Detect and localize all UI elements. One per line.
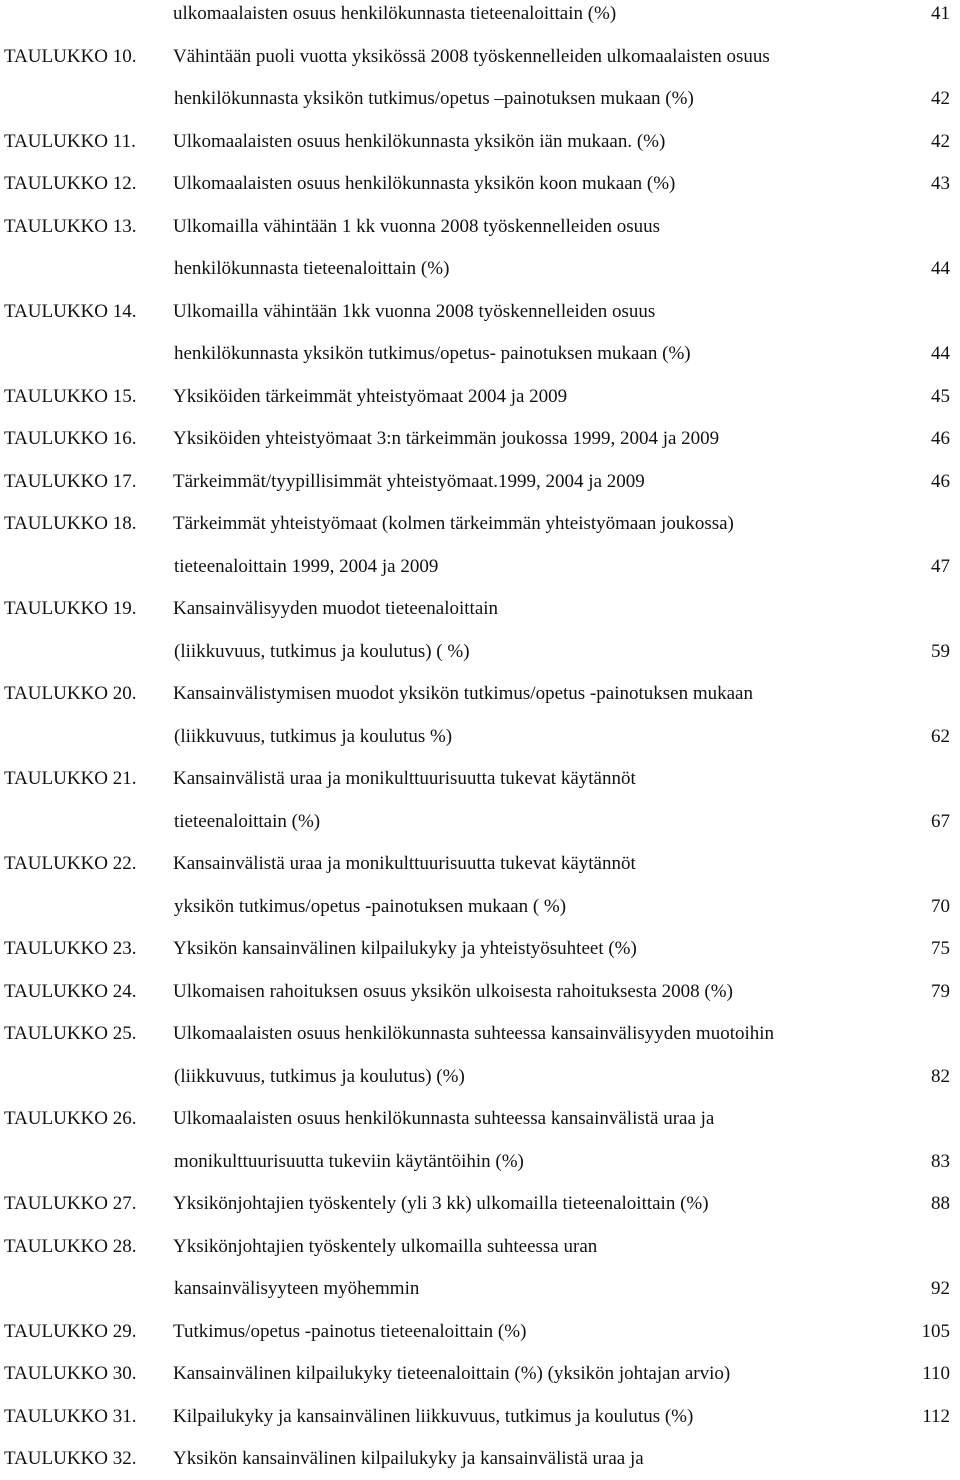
toc-entry-line (0, 1098, 960, 1140)
table-title-text: henkilökunnasta yksikön tutkimus/opetus- painotuksen mukaan (%) (174, 343, 691, 364)
page-number: 75 (931, 938, 950, 959)
table-title-text: henkilökunnasta yksikön tutkimus/opetus –painotuksen mukaan (%) (174, 88, 694, 109)
table-title-text: Ulkomaisen rahoituksen osuus yksikön ulkoisesta rahoituksesta 2008 (%) (173, 980, 733, 1002)
toc-entry-line (0, 1268, 960, 1310)
table-title-text: Vähintään puoli vuotta yksikössä 2008 työskennelleiden ulkomaalaisten osuus (173, 45, 770, 67)
toc-entry-line (0, 206, 960, 248)
table-title-text: Ulkomaalaisten osuus henkilökunnasta suhteessa kansainvälistä uraa ja (173, 1108, 715, 1129)
page-number: 59 (931, 640, 950, 662)
table-title-text: Yksiköiden tärkeimmät yhteistyömaat 2004 ja 2009 (173, 385, 568, 407)
table-title-text: tieteenaloittain (%) (174, 810, 321, 832)
table-title-text: Tärkeimmät/tyypillisimmät yhteistyömaat.1999, 2004 ja 2009 (173, 470, 645, 492)
toc-entry-line (0, 971, 960, 1013)
table-number-label: TAULUKKO 11. (4, 130, 136, 152)
page-number: 70 (931, 895, 950, 917)
table-number-label: TAULUKKO 17. (4, 470, 137, 492)
toc-entry-line (0, 121, 960, 163)
table-title-text: Yksikönjohtajien työskentely (yli 3 kk) ulkomailla tieteenaloittain (%) (173, 1193, 709, 1214)
toc-entry-line (0, 1056, 960, 1098)
page-number: 82 (931, 1065, 950, 1087)
table-number-label: TAULUKKO 27. (4, 1193, 137, 1214)
page-number: 110 (922, 1363, 950, 1384)
table-title-text: Ulkomaalaisten osuus henkilökunnasta yksikön koon mukaan (%) (173, 173, 676, 194)
toc-entry-line (0, 1013, 960, 1055)
toc-entry-line (0, 801, 960, 843)
table-title-text: monikulttuurisuutta tukeviin käytäntöihin (%) (174, 1150, 524, 1172)
page-number: 112 (922, 1405, 950, 1427)
page-number: 42 (931, 130, 950, 152)
page-number: 45 (931, 385, 950, 407)
toc-entry-line (0, 758, 960, 800)
page-number: 67 (931, 810, 950, 832)
table-number-label: TAULUKKO 16. (4, 428, 137, 449)
toc-entry-line (0, 673, 960, 715)
table-title-text: (liikkuvuus, tutkimus ja koulutus) ( %) (174, 640, 470, 662)
table-title-text: Kansainvälistymisen muodot yksikön tutkimus/opetus -painotuksen mukaan (173, 683, 753, 704)
page-number: 46 (931, 470, 950, 492)
table-title-text: Yksikönjohtajien työskentely ulkomailla suhteessa uran (173, 1235, 598, 1257)
toc-entry-line (0, 843, 960, 885)
table-title-text: Yksiköiden yhteistyömaat 3:n tärkeimmän joukossa 1999, 2004 ja 2009 (173, 428, 720, 449)
table-title-text: Yksikön kansainvälinen kilpailukyky ja kansainvälistä uraa ja (173, 1448, 644, 1469)
table-number-label: TAULUKKO 23. (4, 938, 137, 959)
page-number: 42 (931, 88, 950, 109)
table-number-label: TAULUKKO 19. (4, 598, 137, 619)
table-number-label: TAULUKKO 21. (4, 768, 137, 789)
table-title-text: Kansainvälistä uraa ja monikulttuurisuutta tukevat käytännöt (173, 768, 636, 789)
page-number: 92 (931, 1278, 950, 1299)
table-title-text: (liikkuvuus, tutkimus ja koulutus %) (174, 725, 453, 747)
page-number: 105 (921, 1320, 950, 1342)
table-title-text: Ulkomaalaisten osuus henkilökunnasta suhteessa kansainvälisyyden muotoihin (173, 1023, 775, 1044)
toc-entry-line (0, 0, 960, 35)
toc-entry-line (0, 1438, 960, 1480)
table-title-text: Ulkomaalaisten osuus henkilökunnasta yksikön iän mukaan. (%) (173, 130, 666, 152)
toc-entry-line (0, 631, 960, 673)
page-number: 62 (931, 725, 950, 747)
table-title-text: Ulkomailla vähintään 1 kk vuonna 2008 työskennelleiden osuus (173, 215, 661, 237)
toc-entry-line (0, 716, 960, 758)
toc-entry-line (0, 36, 960, 78)
toc-entry-line (0, 1396, 960, 1438)
toc-entry-line (0, 291, 960, 333)
toc-entry-line (0, 333, 960, 375)
toc-entry-line (0, 1141, 960, 1183)
table-title-text: kansainvälisyyteen myöhemmin (174, 1278, 420, 1299)
toc-entry-line (0, 163, 960, 205)
table-title-text: ulkomaalaisten osuus henkilökunnasta tieteenaloittain (%) (173, 3, 617, 24)
toc-entry-line (0, 886, 960, 928)
toc-entry-line (0, 1226, 960, 1268)
page-number: 46 (931, 428, 950, 449)
table-title-text: Tärkeimmät yhteistyömaat (kolmen tärkeimmän yhteistyömaan joukossa) (173, 513, 734, 534)
table-number-label: TAULUKKO 20. (4, 683, 137, 704)
page-number: 44 (931, 343, 950, 364)
page-number: 79 (931, 980, 950, 1002)
toc-entry-line (0, 1311, 960, 1353)
table-title-text: Kilpailukyky ja kansainvälinen liikkuvuus, tutkimus ja koulutus (%) (173, 1405, 694, 1427)
toc-entry-line (0, 461, 960, 503)
page-number: 88 (931, 1193, 950, 1214)
table-number-label: TAULUKKO 24. (4, 980, 137, 1002)
toc-entry-line (0, 376, 960, 418)
table-number-label: TAULUKKO 13. (4, 215, 137, 237)
table-number-label: TAULUKKO 15. (4, 385, 137, 407)
toc-entry-line (0, 418, 960, 460)
toc-entry-line (0, 503, 960, 545)
page-number: 44 (931, 258, 950, 279)
table-title-text: yksikön tutkimus/opetus -painotuksen mukaan ( %) (174, 895, 567, 917)
table-title-text: tieteenaloittain 1999, 2004 ja 2009 (174, 555, 439, 577)
table-number-label: TAULUKKO 14. (4, 300, 137, 322)
toc-entry-line (0, 546, 960, 588)
table-number-label: TAULUKKO 30. (4, 1363, 137, 1384)
table-title-text: henkilökunnasta tieteenaloittain (%) (174, 258, 450, 279)
toc-entry-line (0, 78, 960, 120)
page-number: 43 (931, 173, 950, 194)
toc-entry-line (0, 1183, 960, 1225)
table-title-text: (liikkuvuus, tutkimus ja koulutus) (%) (174, 1065, 465, 1087)
table-title-text: Kansainvälisyyden muodot tieteenaloittain (173, 598, 499, 619)
table-number-label: TAULUKKO 31. (4, 1405, 137, 1427)
table-title-text: Kansainvälistä uraa ja monikulttuurisuutta tukevat käytännöt (173, 853, 636, 874)
toc-entry-line (0, 1353, 960, 1395)
table-number-label: TAULUKKO 18. (4, 513, 137, 534)
table-number-label: TAULUKKO 28. (4, 1235, 137, 1257)
page-number: 41 (931, 3, 950, 24)
table-number-label: TAULUKKO 29. (4, 1320, 137, 1342)
toc-entry-line (0, 928, 960, 970)
page-number: 83 (931, 1150, 950, 1172)
toc-entry-line (0, 588, 960, 630)
toc-entry-line (0, 248, 960, 290)
table-title-text: Ulkomailla vähintään 1kk vuonna 2008 työskennelleiden osuus (173, 300, 656, 322)
table-title-text: Kansainvälinen kilpailukyky tieteenaloittain (%) (yksikön johtajan arvio) (173, 1363, 731, 1384)
table-number-label: TAULUKKO 12. (4, 173, 137, 194)
table-number-label: TAULUKKO 32. (4, 1448, 137, 1469)
table-number-label: TAULUKKO 22. (4, 853, 137, 874)
table-number-label: TAULUKKO 25. (4, 1023, 137, 1044)
table-title-text: Tutkimus/opetus -painotus tieteenaloittain (%) (173, 1320, 527, 1342)
table-title-text: Yksikön kansainvälinen kilpailukyky ja yhteistyösuhteet (%) (173, 938, 637, 959)
table-number-label: TAULUKKO 26. (4, 1108, 137, 1129)
page-number: 47 (931, 555, 950, 577)
table-number-label: TAULUKKO 10. (4, 45, 137, 67)
